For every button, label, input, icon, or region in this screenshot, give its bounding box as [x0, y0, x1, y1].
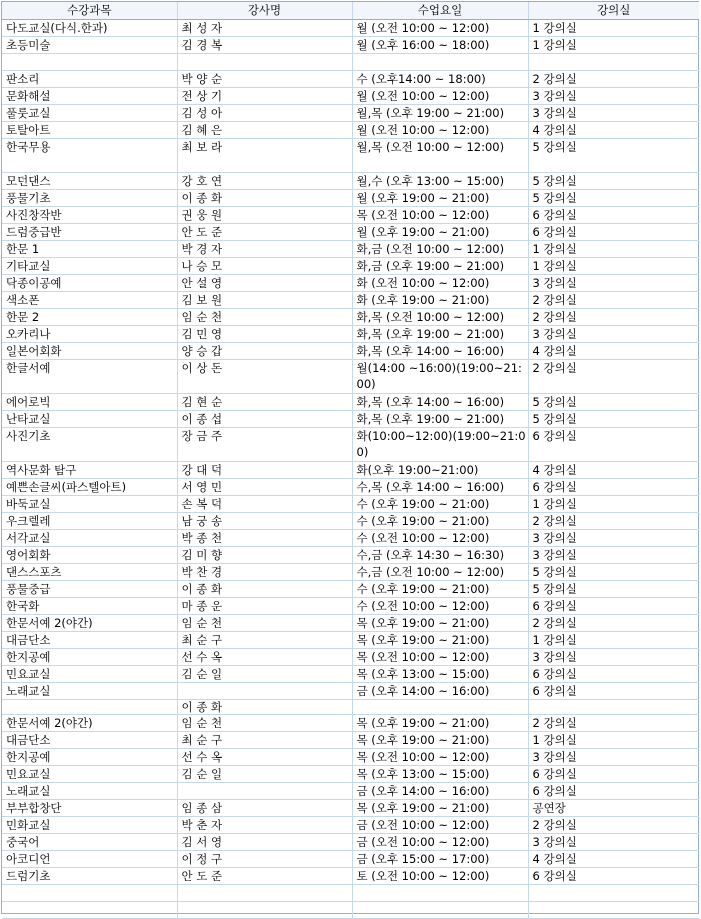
cell-course: 초등미술: [2, 37, 177, 54]
cell-room: 3 강의실: [528, 105, 699, 122]
cell-teacher: 김 민 영: [177, 326, 352, 343]
table-row: [2, 258, 699, 275]
cell-course: 모던댄스: [2, 173, 177, 190]
table-row: [2, 732, 699, 749]
cell-teacher: 마 종 운: [177, 598, 352, 615]
cell-teacher: 박 종 천: [177, 530, 352, 547]
cell-schedule: 수,금 (오전 10:00 ~ 12:00): [352, 564, 528, 581]
cell-course: 풍물중급: [2, 581, 177, 598]
cell-course: 드럼기초: [2, 868, 177, 885]
cell-course: 중국어: [2, 834, 177, 851]
cell-room: 4 강의실: [528, 851, 699, 868]
cell-room: [528, 54, 699, 71]
table-row: [2, 513, 699, 530]
cell-course: 에어로빅: [2, 394, 177, 411]
table-row: [2, 885, 699, 902]
cell-room: 6 강의실: [528, 598, 699, 615]
cell-room: 3 강의실: [528, 834, 699, 851]
cell-teacher: 김 혜 은: [177, 122, 352, 139]
cell-room: 2 강의실: [528, 513, 699, 530]
cell-course: 노래교실: [2, 683, 177, 700]
cell-room: 1 강의실: [528, 632, 699, 649]
cell-schedule: 월,목 (오전 10:00 ~ 12:00): [352, 139, 528, 173]
cell-teacher: 서 영 민: [177, 479, 352, 496]
cell-teacher: 김 성 아: [177, 105, 352, 122]
cell-teacher: 안 도 준: [177, 868, 352, 885]
table-row: [2, 851, 699, 868]
cell-room: [528, 700, 699, 715]
table-row: [2, 598, 699, 615]
cell-schedule: 수 (오전 10:00 ~ 12:00): [352, 530, 528, 547]
cell-course: 대금단소: [2, 732, 177, 749]
cell-teacher: 나 승 모: [177, 258, 352, 275]
table-row: [2, 700, 699, 715]
table-row: [2, 326, 699, 343]
cell-schedule: 화,목 (오후 19:00 ~ 21:00): [352, 411, 528, 428]
cell-teacher: 임 순 천: [177, 715, 352, 732]
header-room: 강의실: [528, 2, 699, 20]
table-row: [2, 343, 699, 360]
header-row: [2, 2, 699, 20]
cell-room: 6 강의실: [528, 666, 699, 683]
cell-schedule: 월 (오후 19:00 ~ 21:00): [352, 190, 528, 207]
cell-teacher: 이 종 섭: [177, 411, 352, 428]
table-row: [2, 666, 699, 683]
cell-schedule: [352, 700, 528, 715]
cell-teacher: 전 상 기: [177, 88, 352, 105]
cell-course: 한지공예: [2, 749, 177, 766]
cell-schedule: 금 (오후 15:00 ~ 17:00): [352, 851, 528, 868]
table-row: [2, 834, 699, 851]
cell-room: 5 강의실: [528, 190, 699, 207]
cell-room: 1 강의실: [528, 20, 699, 37]
cell-schedule: 토 (오전 10:00 ~ 12:00): [352, 868, 528, 885]
cell-course: 드럼중급반: [2, 224, 177, 241]
cell-room: 2 강의실: [528, 615, 699, 632]
table-row: [2, 615, 699, 632]
cell-course: 예쁜손글씨(파스텔아트): [2, 479, 177, 496]
cell-schedule: 월,수 (오후 13:00 ~ 15:00): [352, 173, 528, 190]
cell-schedule: 월(14:00 ~16:00)(19:00~21:00): [352, 360, 528, 394]
cell-teacher: 김 보 원: [177, 292, 352, 309]
cell-room: 1 강의실: [528, 241, 699, 258]
cell-schedule: 목 (오후 13:00 ~ 15:00): [352, 666, 528, 683]
cell-teacher: 이 종 화: [177, 190, 352, 207]
cell-schedule: 목 (오후 19:00 ~ 21:00): [352, 732, 528, 749]
cell-schedule: [352, 54, 528, 71]
table-row: [2, 496, 699, 513]
cell-schedule: 목 (오전 10:00 ~ 12:00): [352, 649, 528, 666]
cell-schedule: 목 (오후 19:00 ~ 21:00): [352, 615, 528, 632]
cell-room: 1 강의실: [528, 37, 699, 54]
cell-course: 문화해설: [2, 88, 177, 105]
cell-teacher: [177, 783, 352, 800]
table-row: [2, 360, 699, 394]
cell-course: 풍물기초: [2, 190, 177, 207]
cell-schedule: [352, 885, 528, 902]
cell-course: 일본어회화: [2, 343, 177, 360]
table-row: [2, 547, 699, 564]
cell-course: 부부합창단: [2, 800, 177, 817]
table-row: [2, 632, 699, 649]
cell-room: 5 강의실: [528, 394, 699, 411]
cell-teacher: 이 종 화: [177, 700, 352, 715]
cell-teacher: 최 순 구: [177, 632, 352, 649]
cell-course: 서각교실: [2, 530, 177, 547]
cell-schedule: 화,목 (오후 14:00 ~ 16:00): [352, 343, 528, 360]
cell-course: 한지공예: [2, 649, 177, 666]
table-row: [2, 173, 699, 190]
cell-teacher: 손 복 덕: [177, 496, 352, 513]
cell-teacher: 임 종 삼: [177, 800, 352, 817]
cell-schedule: 월 (오후 19:00 ~ 21:00): [352, 224, 528, 241]
cell-room: 3 강의실: [528, 749, 699, 766]
cell-teacher: 최 순 구: [177, 732, 352, 749]
table-row: [2, 190, 699, 207]
cell-course: 댄스스포츠: [2, 564, 177, 581]
cell-teacher: 이 정 구: [177, 851, 352, 868]
cell-teacher: 이 종 화: [177, 581, 352, 598]
cell-schedule: 수 (오전 10:00 ~ 12:00): [352, 598, 528, 615]
cell-teacher: 양 승 갑: [177, 343, 352, 360]
cell-schedule: 금 (오전 10:00 ~ 12:00): [352, 817, 528, 834]
table-row: [2, 105, 699, 122]
cell-schedule: 화,금 (오후 19:00 ~ 21:00): [352, 258, 528, 275]
cell-teacher: 임 순 천: [177, 615, 352, 632]
cell-course: 역사문화 탐구: [2, 462, 177, 479]
cell-course: 대금단소: [2, 632, 177, 649]
cell-teacher: 박 경 자: [177, 241, 352, 258]
cell-teacher: [177, 683, 352, 700]
cell-room: 3 강의실: [528, 88, 699, 105]
cell-teacher: [177, 885, 352, 902]
cell-schedule: 금 (오후 14:00 ~ 16:00): [352, 783, 528, 800]
cell-course: 한글서예: [2, 360, 177, 394]
cell-teacher: 김 미 향: [177, 547, 352, 564]
table-row: [2, 20, 699, 37]
cell-teacher: 이 상 돈: [177, 360, 352, 394]
cell-teacher: 임 순 천: [177, 309, 352, 326]
cell-schedule: 수 (오후 19:00 ~ 21:00): [352, 581, 528, 598]
cell-room: 6 강의실: [528, 783, 699, 800]
cell-teacher: [177, 54, 352, 71]
cell-schedule: 월,목 (오후 19:00 ~ 21:00): [352, 105, 528, 122]
cell-room: 5 강의실: [528, 581, 699, 598]
table-row: [2, 462, 699, 479]
cell-room: 공연장: [528, 800, 699, 817]
header-course: 수강과목: [2, 2, 177, 20]
cell-teacher: 강 호 연: [177, 173, 352, 190]
cell-course: [2, 885, 177, 902]
table-row: [2, 581, 699, 598]
cell-room: 3 강의실: [528, 275, 699, 292]
cell-course: 영어회화: [2, 547, 177, 564]
cell-schedule: 금 (오전 10:00 ~ 12:00): [352, 834, 528, 851]
cell-teacher: 김 현 순: [177, 394, 352, 411]
cell-room: 6 강의실: [528, 428, 699, 462]
header-teacher: 강사명: [177, 2, 352, 20]
table-row: [2, 224, 699, 241]
cell-room: 4 강의실: [528, 122, 699, 139]
cell-room: 5 강의실: [528, 564, 699, 581]
cell-schedule: 수 (오후 19:00 ~ 21:00): [352, 496, 528, 513]
cell-schedule: 수,금 (오후 14:30 ~ 16:30): [352, 547, 528, 564]
cell-course: 민화교실: [2, 817, 177, 834]
cell-teacher: 안 도 준: [177, 224, 352, 241]
cell-course: 바둑교실: [2, 496, 177, 513]
cell-room: 3 강의실: [528, 547, 699, 564]
cell-room: 2 강의실: [528, 292, 699, 309]
table-row: [2, 683, 699, 700]
cell-schedule: 화,목 (오전 10:00 ~ 12:00): [352, 309, 528, 326]
cell-course: 난타교실: [2, 411, 177, 428]
cell-course: 닥종이공예: [2, 275, 177, 292]
cell-course: 한문서예 2(야간): [2, 715, 177, 732]
cell-room: 5 강의실: [528, 173, 699, 190]
cell-course: 한국화: [2, 598, 177, 615]
table-row: [2, 530, 699, 547]
cell-room: 2 강의실: [528, 817, 699, 834]
cell-schedule: 목 (오전 10:00 ~ 12:00): [352, 207, 528, 224]
cell-course: 우크렐레: [2, 513, 177, 530]
table-row: [2, 411, 699, 428]
cell-schedule: 월 (오전 10:00 ~ 12:00): [352, 122, 528, 139]
table-row: [2, 241, 699, 258]
cell-teacher: 박 양 순: [177, 71, 352, 88]
cell-course: 판소리: [2, 71, 177, 88]
table-row: [2, 122, 699, 139]
cell-teacher: 김 서 영: [177, 834, 352, 851]
cell-room: 6 강의실: [528, 766, 699, 783]
cell-schedule: 화,목 (오후 14:00 ~ 16:00): [352, 394, 528, 411]
cell-schedule: 수 (오후14:00 ~ 18:00): [352, 71, 528, 88]
table-row: [2, 309, 699, 326]
cell-schedule: 화,목 (오후 19:00 ~ 21:00): [352, 326, 528, 343]
cell-schedule: 화(10:00~12:00)(19:00~21:00): [352, 428, 528, 462]
table-row: [2, 817, 699, 834]
cell-schedule: 월 (오전 10:00 ~ 12:00): [352, 20, 528, 37]
table-row: [2, 275, 699, 292]
cell-room: 4 강의실: [528, 343, 699, 360]
cell-course: 사진창작반: [2, 207, 177, 224]
cell-teacher: 안 설 영: [177, 275, 352, 292]
cell-course: 아코디언: [2, 851, 177, 868]
cell-room: 2 강의실: [528, 360, 699, 394]
cell-schedule: 화 (오전 10:00 ~ 12:00): [352, 275, 528, 292]
table-row: [2, 649, 699, 666]
cell-schedule: 금 (오후 14:00 ~ 16:00): [352, 683, 528, 700]
cell-schedule: 화 (오후 19:00 ~ 21:00): [352, 292, 528, 309]
cell-schedule: 목 (오전 10:00 ~ 12:00): [352, 749, 528, 766]
cell-schedule: 화,금 (오전 10:00 ~ 12:00): [352, 241, 528, 258]
cell-teacher: 김 경 복: [177, 37, 352, 54]
cell-course: 민요교실: [2, 766, 177, 783]
cell-room: 1 강의실: [528, 496, 699, 513]
table-row: [2, 564, 699, 581]
cell-course: 사진기초: [2, 428, 177, 462]
class-schedule-sheet: [1, 1, 699, 914]
table-row: [2, 139, 699, 173]
cell-teacher: 박 찬 경: [177, 564, 352, 581]
cell-room: 5 강의실: [528, 411, 699, 428]
table-row: [2, 292, 699, 309]
header-schedule: 수업요일: [352, 2, 528, 20]
table-row: [2, 54, 699, 71]
cell-schedule: 목 (오후 13:00 ~ 15:00): [352, 766, 528, 783]
cell-course: 민요교실: [2, 666, 177, 683]
table-row: [2, 800, 699, 817]
cell-teacher: 박 춘 자: [177, 817, 352, 834]
cell-teacher: 선 수 옥: [177, 649, 352, 666]
cell-course: 기타교실: [2, 258, 177, 275]
cell-room: 5 강의실: [528, 139, 699, 173]
cell-teacher: 최 보 라: [177, 139, 352, 173]
table-row: [2, 766, 699, 783]
table-row: [2, 783, 699, 800]
cell-teacher: 최 성 자: [177, 20, 352, 37]
table-row: [2, 88, 699, 105]
cell-course: 노래교실: [2, 783, 177, 800]
cell-course: [2, 700, 177, 715]
cell-room: 1 강의실: [528, 732, 699, 749]
cell-room: 3 강의실: [528, 530, 699, 547]
cell-room: 4 강의실: [528, 462, 699, 479]
cell-room: 2 강의실: [528, 71, 699, 88]
cell-course: 한문 1: [2, 241, 177, 258]
cell-course: [2, 54, 177, 71]
cell-teacher: 남 궁 송: [177, 513, 352, 530]
cell-teacher: 장 금 주: [177, 428, 352, 462]
cell-teacher: 강 대 덕: [177, 462, 352, 479]
cell-course: 색소폰: [2, 292, 177, 309]
cell-room: 2 강의실: [528, 309, 699, 326]
cell-teacher: 권 웅 원: [177, 207, 352, 224]
cell-teacher: 김 순 일: [177, 766, 352, 783]
cell-room: 3 강의실: [528, 649, 699, 666]
cell-course: 토탈아트: [2, 122, 177, 139]
cell-course: 다도교실(다식.한과): [2, 20, 177, 37]
table-row: [2, 715, 699, 732]
table-body: [2, 20, 699, 919]
cell-room: 6 강의실: [528, 479, 699, 496]
table-row: [2, 37, 699, 54]
cell-room: 6 강의실: [528, 207, 699, 224]
cell-schedule: 화(오후 19:00~21:00): [352, 462, 528, 479]
cell-schedule: 월 (오후 16:00 ~ 18:00): [352, 37, 528, 54]
cell-teacher: 선 수 옥: [177, 749, 352, 766]
table-row: [2, 479, 699, 496]
cell-room: 6 강의실: [528, 868, 699, 885]
cell-room: 3 강의실: [528, 326, 699, 343]
cell-teacher: 김 순 일: [177, 666, 352, 683]
cell-room: 1 강의실: [528, 258, 699, 275]
cell-schedule: 목 (오후 19:00 ~ 21:00): [352, 800, 528, 817]
cell-room: [528, 885, 699, 902]
cell-schedule: 목 (오후 19:00 ~ 21:00): [352, 632, 528, 649]
cell-room: 2 강의실: [528, 715, 699, 732]
cell-course: 풀룻교실: [2, 105, 177, 122]
cell-course: 한문 2: [2, 309, 177, 326]
cell-schedule: 목 (오후 19:00 ~ 21:00): [352, 715, 528, 732]
table-row: [2, 868, 699, 885]
cell-course: 오카리나: [2, 326, 177, 343]
table-row: [2, 71, 699, 88]
table-row: [2, 428, 699, 462]
class-schedule-table: [2, 2, 699, 919]
cell-room: 6 강의실: [528, 683, 699, 700]
table-row: [2, 749, 699, 766]
cell-course: 한문서예 2(야간): [2, 615, 177, 632]
cell-schedule: 수,목 (오후 14:00 ~ 16:00): [352, 479, 528, 496]
table-row: [2, 394, 699, 411]
table-row: [2, 207, 699, 224]
cell-schedule: 수 (오후 19:00 ~ 21:00): [352, 513, 528, 530]
cell-room: 6 강의실: [528, 224, 699, 241]
cell-schedule: 월 (오전 10:00 ~ 12:00): [352, 88, 528, 105]
cell-course: 한국무용: [2, 139, 177, 173]
